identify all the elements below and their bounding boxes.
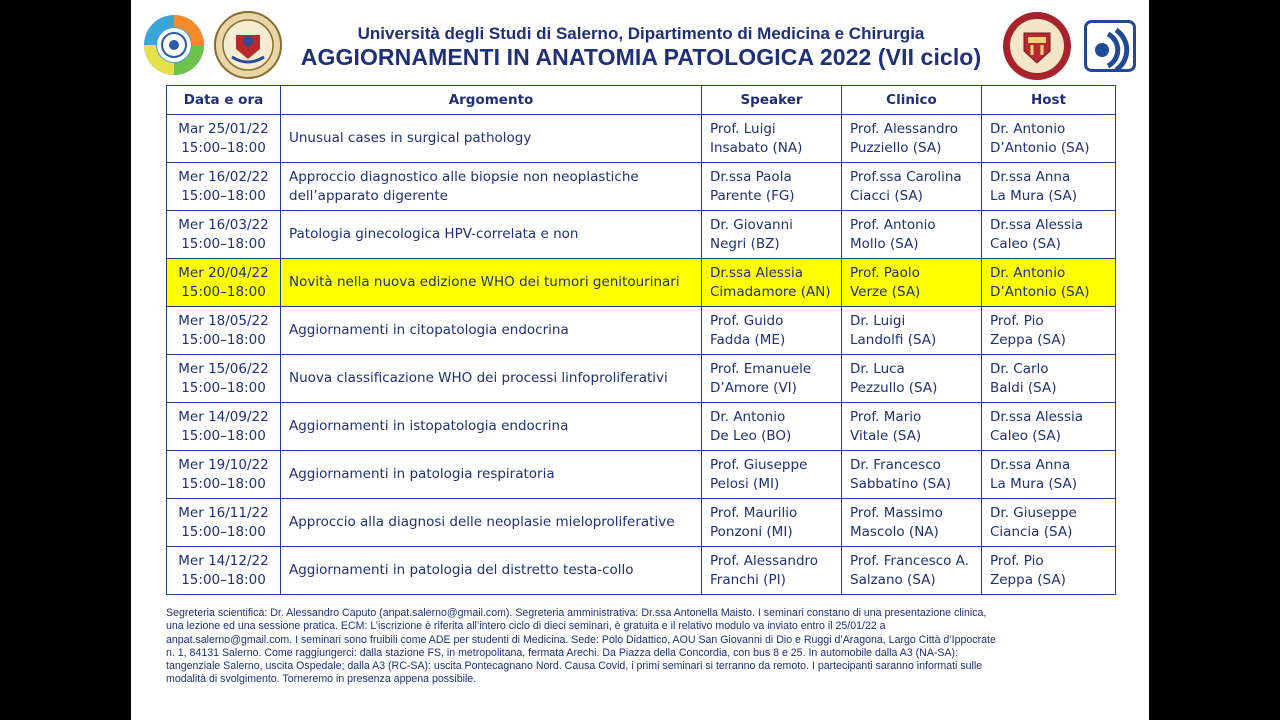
topic-cell: Unusual cases in surgical pathology	[281, 115, 702, 163]
clinician-cell: Prof. Massimo Mascolo (NA)	[842, 499, 982, 547]
speaker-cell: Dr.ssa Paola Parente (FG)	[702, 163, 842, 211]
footer-line: Segreteria scientifica: Dr. Alessandro Caputo (anpat.salerno@gmail.com). Segreteria amministrativa: Dr.ssa Antonella Maisto. I seminari constano di una presentazione clinica,	[166, 607, 987, 619]
clinician-cell: Prof. Alessandro Puzziello (SA)	[842, 115, 982, 163]
seminar-schedule-table	[166, 85, 1116, 595]
table-header-row	[167, 86, 1116, 115]
speaker-cell: Prof. Guido Fadda (ME)	[702, 307, 842, 355]
date-cell: Mer 16/11/22 15:00–18:00	[167, 499, 281, 547]
clinician-cell: Prof. Antonio Mollo (SA)	[842, 211, 982, 259]
header-subtitle: Università degli Studi di Salerno, Dipartimento di Medicina e Chirurgia	[357, 24, 925, 43]
date-cell: Mer 16/02/22 15:00–18:00	[167, 163, 281, 211]
footer-line: tangenziale Salerno, uscita Ospedale; dalla A3 (RC-SA): uscita Pontecagnano Nord. Causa Covid, i primi seminari si terranno da remoto. I partecipanti saranno informati sulle	[166, 660, 983, 673]
clinician-cell: Prof. Paolo Verze (SA)	[842, 259, 982, 307]
footer-line: una lezione ed una sessione pratica. ECM: L’iscrizione è riferita all’intero ciclo di dieci seminari, è gratuita e il relativo modulo va inviato entro il 25/01/22 a	[166, 620, 886, 633]
date-cell: Mer 20/04/22 15:00–18:00	[167, 259, 281, 307]
table-row-highlighted	[167, 259, 1116, 307]
column-header-host: Host	[982, 86, 1116, 115]
date-cell: Mer 14/12/22 15:00–18:00	[167, 547, 281, 595]
host-cell: Dr. Giuseppe Ciancia (SA)	[982, 499, 1116, 547]
host-cell: Dr.ssa Anna La Mura (SA)	[982, 451, 1116, 499]
column-header-date: Data e ora	[167, 86, 281, 115]
speaker-cell: Prof. Emanuele D’Amore (VI)	[702, 355, 842, 403]
topic-cell: Aggiornamenti in patologia respiratoria	[281, 451, 702, 499]
table-row	[167, 163, 1116, 211]
host-cell: Dr. Antonio D’Antonio (SA)	[982, 259, 1116, 307]
speaker-cell: Prof. Luigi Insabato (NA)	[702, 115, 842, 163]
speaker-cell: Prof. Maurilio Ponzoni (MI)	[702, 499, 842, 547]
date-cell: Mer 18/05/22 15:00–18:00	[167, 307, 281, 355]
host-cell: Dr.ssa Alessia Caleo (SA)	[982, 403, 1116, 451]
speaker-cell: Dr.ssa Alessia Cimadamore (AN)	[702, 259, 842, 307]
topic-cell: Approccio diagnostico alle biopsie non neoplastiche dell’apparato digerente	[281, 163, 702, 211]
clinician-cell: Dr. Francesco Sabbatino (SA)	[842, 451, 982, 499]
app-logo-icon	[1084, 20, 1136, 72]
host-cell: Dr. Carlo Baldi (SA)	[982, 355, 1116, 403]
host-cell: Dr. Antonio D’Antonio (SA)	[982, 115, 1116, 163]
table-row	[167, 355, 1116, 403]
clinician-cell: Dr. Luigi Landolfi (SA)	[842, 307, 982, 355]
footer-line: anpat.salerno@gmail.com. I seminari sono fruibili come ADE per studenti di Medicina. Sede: Polo Didattico, AOU San Giovanni di Dio e Ruggi d’Aragona, Largo Città d’Ippocrate	[166, 633, 996, 646]
column-header-topic: Argomento	[281, 86, 702, 115]
speaker-cell: Prof. Giuseppe Pelosi (MI)	[702, 451, 842, 499]
date-cell: Mar 25/01/22 15:00–18:00	[167, 115, 281, 163]
date-cell: Mer 14/09/22 15:00–18:00	[167, 403, 281, 451]
table-row	[167, 211, 1116, 259]
date-cell: Mer 19/10/22 15:00–18:00	[167, 451, 281, 499]
table-row	[167, 115, 1116, 163]
table-row	[167, 403, 1116, 451]
topic-cell: Nuova classificazione WHO dei processi linfoproliferativi	[281, 355, 702, 403]
speaker-cell: Prof. Alessandro Franchi (PI)	[702, 547, 842, 595]
topic-cell: Aggiornamenti in istopatologia endocrina	[281, 403, 702, 451]
footer-line: n. 1, 84131 Salerno. Come raggiungerci: dalla stazione FS, in metropolitana, fermata Arechi. Da Piazza della Concordia, con bus 8 e 25. In automobile dalla A3 (NA-SA):	[166, 646, 959, 659]
column-header-speaker: Speaker	[702, 86, 842, 115]
topic-cell: Aggiornamenti in citopatologia endocrina	[281, 307, 702, 355]
speaker-cell: Dr. Antonio De Leo (BO)	[702, 403, 842, 451]
column-header-clinician: Clinico	[842, 86, 982, 115]
host-cell: Prof. Pio Zeppa (SA)	[982, 307, 1116, 355]
clinician-cell: Prof. Mario Vitale (SA)	[842, 403, 982, 451]
salerno-seal-icon	[1002, 11, 1072, 81]
host-cell: Dr.ssa Alessia Caleo (SA)	[982, 211, 1116, 259]
topic-cell: Patologia ginecologica HPV-correlata e non	[281, 211, 702, 259]
date-cell: Mer 16/03/22 15:00–18:00	[167, 211, 281, 259]
clinician-cell: Prof.ssa Carolina Ciacci (SA)	[842, 163, 982, 211]
date-cell: Mer 15/06/22 15:00–18:00	[167, 355, 281, 403]
table-row	[167, 307, 1116, 355]
table-row	[167, 451, 1116, 499]
speaker-cell: Dr. Giovanni Negri (BZ)	[702, 211, 842, 259]
footer-line: modalità di svolgimento. Torneremo in presenza appena possibile.	[166, 673, 477, 686]
footer-notes	[166, 607, 1106, 687]
clinician-cell: Prof. Francesco A. Salzano (SA)	[842, 547, 982, 595]
host-cell: Prof. Pio Zeppa (SA)	[982, 547, 1116, 595]
host-cell: Dr.ssa Anna La Mura (SA)	[982, 163, 1116, 211]
table-row	[167, 547, 1116, 595]
slide	[131, 0, 1149, 720]
department-logo-icon	[142, 13, 206, 77]
topic-cell: Approccio alla diagnosi delle neoplasie mieloproliferative	[281, 499, 702, 547]
clinician-cell: Dr. Luca Pezzullo (SA)	[842, 355, 982, 403]
topic-cell: Aggiornamenti in patologia del distretto testa-collo	[281, 547, 702, 595]
table-row	[167, 499, 1116, 547]
topic-cell: Novità nella nuova edizione WHO dei tumori genitourinari	[281, 259, 702, 307]
page-title: AGGIORNAMENTI IN ANATOMIA PATOLOGICA 2022 (VII ciclo)	[300, 44, 982, 70]
